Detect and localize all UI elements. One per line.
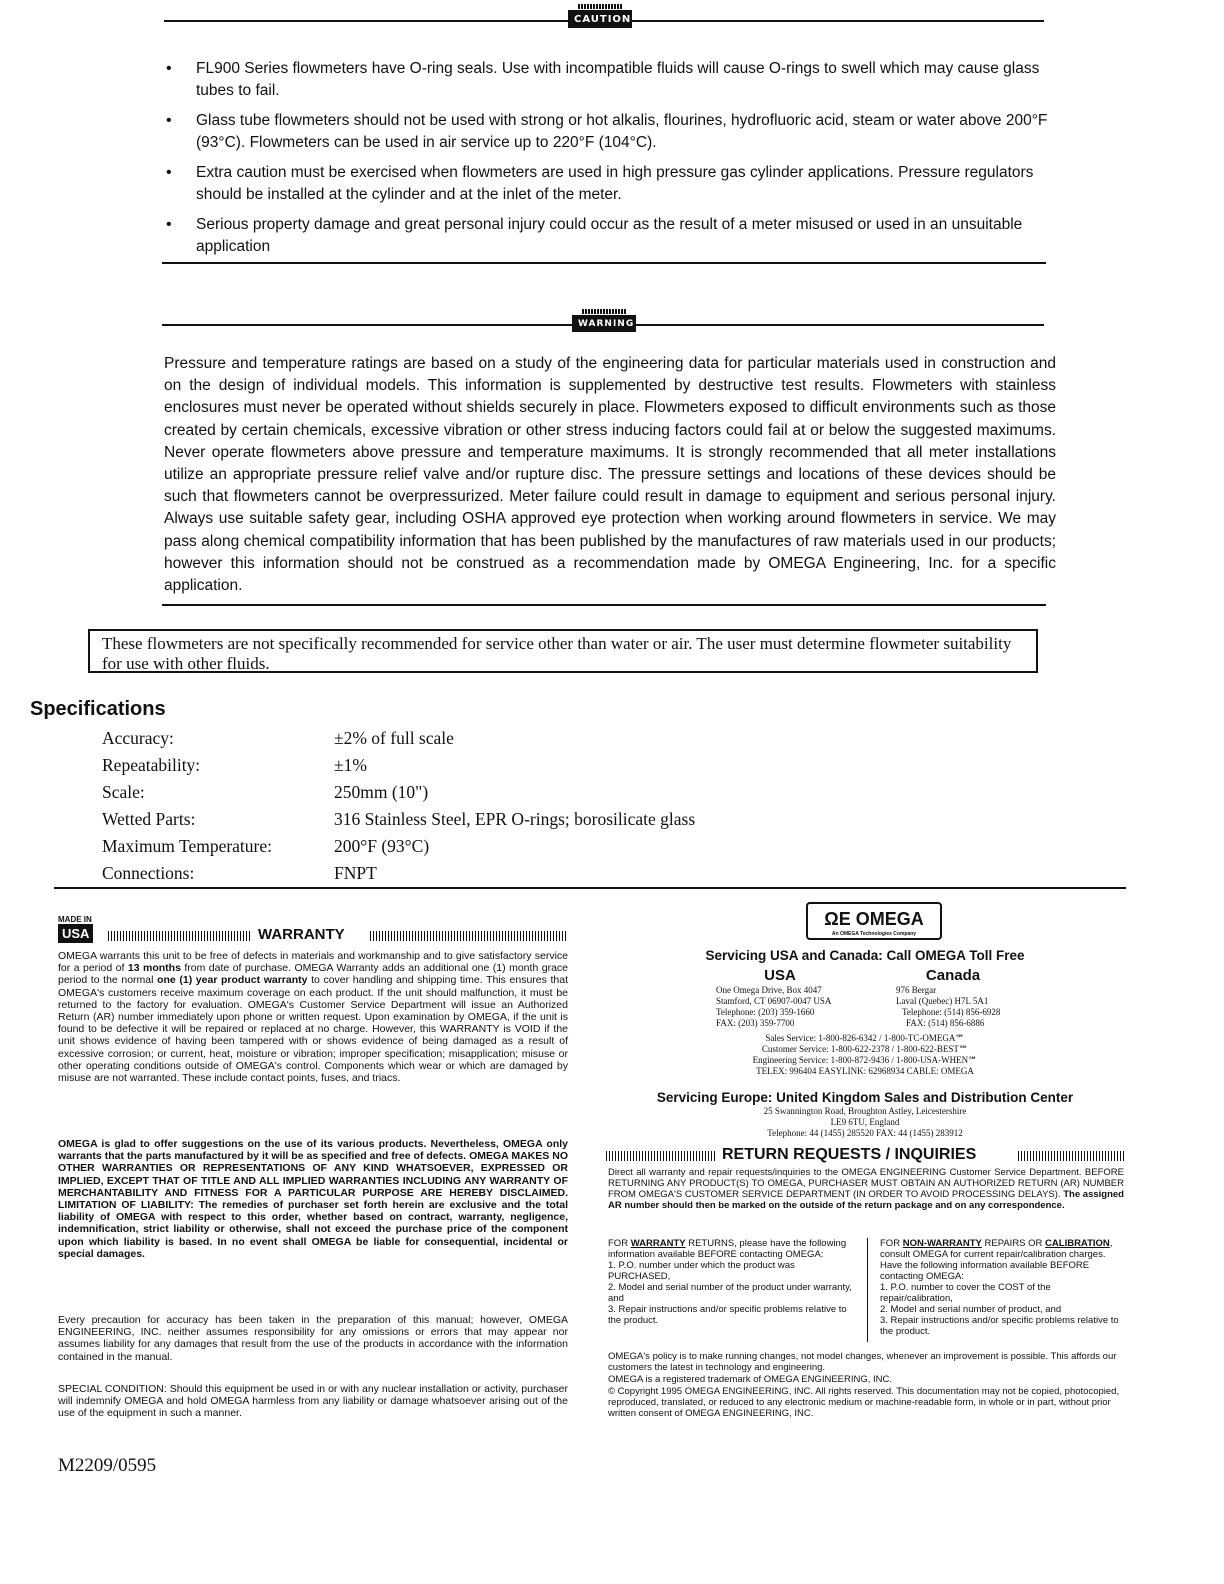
notice-box: These flowmeters are not specifically recommended for service other than water or air. The user must determine flowmeter suitability for use with other fluids. [88, 629, 1038, 673]
caution-item: • Glass tube flowmeters should not be used with strong or hot alkalis, flourines, hydrofluoric acid, steam or water above 200°F (93°C). Flowmeters can be used in air service up to 220°F (104°C). [166, 110, 1052, 154]
servicing-na-title: Servicing USA and Canada: Call OMEGA Toll Free [705, 948, 1025, 963]
warranty-paragraph-4: SPECIAL CONDITION: Should this equipment be used in or with any nuclear installation or activity, purchaser will indemnify OMEGA and hold OMEGA harmless from any liability or damage whatsoever arising out of the use of the equipment in such a manner. [58, 1383, 568, 1420]
document-number: M2209/0595 [58, 1455, 157, 1476]
caution-rule-left [164, 20, 568, 22]
caution-badge: CAUTION [568, 10, 632, 28]
warning-rule-left [162, 324, 572, 326]
specifications-title: Specifications [30, 698, 166, 720]
caution-bottom-rule [162, 262, 1046, 264]
spec-value: 250mm (10") [334, 782, 429, 802]
spec-bottom-rule [54, 887, 1126, 889]
caution-list [166, 58, 1052, 266]
warranty-hatch-right [370, 931, 568, 941]
caution-item: • Extra caution must be exercised when flowmeters are used in high pressure gas cylinder applications. Pressure regulators should be installed at the cylinder and at the inlet of the meter. [166, 162, 1052, 206]
caution-item: • Serious property damage and great personal injury could occur as the result of a meter misused or used in an unsuitable application [166, 214, 1052, 258]
warranty-hatch-left [108, 931, 252, 941]
spec-label: Scale: [102, 782, 145, 802]
warranty-title: WARRANTY [258, 926, 345, 943]
usa-title: USA [764, 967, 796, 984]
spec-value: ±1% [334, 755, 367, 775]
made-in-usa-logo [58, 916, 102, 946]
omega-trademark: OMEGA is a registered trademark of OMEGA ENGINEERING, INC. [608, 1374, 893, 1385]
eu-address: 25 Swannington Road, Broughton Astley, Leicestershire LE9 6TU, England Telephone: 44 (1455) 285520 FAX: 44 (1455) 283912 [763, 1106, 967, 1138]
warning-bottom-rule [162, 604, 1046, 606]
spec-value: 200°F (93°C) [334, 836, 430, 856]
caution-item: • FL900 Series flowmeters have O-ring seals. Use with incompatible fluids will cause O-rings to swell which may cause glass tubes to fail. [166, 58, 1052, 102]
canada-title: Canada [925, 967, 981, 984]
caution-rule-right [632, 20, 1044, 22]
usa-flag-icon: USA [58, 924, 93, 943]
spec-value: ±2% of full scale [334, 728, 454, 748]
warranty-returns-column: FOR WARRANTY RETURNS, please have the following information available BEFORE contacting OMEGA: 1. P.O. number under which the product was PURCHASED, 2. Model and serial number of the product under warranty, and 3. Repair instructions and/or specific problems relative to the product. [608, 1238, 852, 1326]
returns-title: RETURN REQUESTS / INQUIRIES [722, 1146, 977, 1163]
returns-intro: Direct all warranty and repair requests/inquiries to the OMEGA ENGINEERING Customer Service Department. BEFORE RETURNING ANY PRODUCT(S) TO OMEGA, PURCHASER MUST OBTAIN AN AUTHORIZED RETURN (AR) NUMBER FROM OMEGA'S CUSTOMER SERVICE DEPARTMENT (IN ORDER TO AVOID PROCESSING DELAYS). The assigned AR number should then be marked on the outside of the return package and on any correspondence. [608, 1167, 1124, 1211]
warning-rule-right [636, 324, 1044, 326]
spec-value: FNPT [334, 863, 377, 883]
usa-address: One Omega Drive, Box 4047 Stamford, CT 06907-0047 USA Telephone: (203) 359-1660 FAX: (203) 359-7700 [716, 985, 832, 1028]
spec-value: 316 Stainless Steel, EPR O-rings; borosilicate glass [334, 809, 696, 829]
returns-hatch-left [606, 1151, 716, 1161]
warranty-paragraph-3: Every precaution for accuracy has been taken in the preparation of this manual; however, OMEGA ENGINEERING, INC. neither assumes responsibility for any omissions or errors that may appear nor assumes liability for any damages that result from the use of the products in accordance with the information contained in the manual. [58, 1314, 568, 1363]
spec-label: Maximum Temperature: [102, 836, 273, 856]
warning-badge: WARNING [572, 315, 636, 332]
service-numbers: Sales Service: 1-800-826-6342 / 1-800-TC-OMEGA℠ Customer Service: 1-800-622-2378 / 1-800-622-BEST℠ Engineering Service: 1-800-872-9436 / 1-800-USA-WHEN℠ TELEX: 996404 EASYLINK: 62968934 CABLE: OMEGA [752, 1033, 978, 1076]
returns-hatch-right [1018, 1151, 1124, 1161]
non-warranty-returns-column: FOR NON-WARRANTY REPAIRS OR CALIBRATION, consult OMEGA for current repair/calibration charges. Have the following information available BEFORE contacting OMEGA: 1. P.O. number to cover the COST of the repair/calibration, 2. Model and serial number of product, and 3. Repair instructions and/or specific problems relative to the product. [880, 1238, 1119, 1337]
omega-policy: OMEGA's policy is to make running changes, not model changes, whenever an improvement is possible. This affords our customers the latest in technology and engineering. [608, 1351, 1117, 1373]
warranty-paragraph-2: OMEGA is glad to offer suggestions on the use of its various products. Nevertheless, OMEGA only warrants that the parts manufactured by it will be as specified and free of defects. OMEGA MAKES NO OTHER WARRANTIES OR REPRESENTATIONS OF ANY KIND WHATSOEVER, EXPRESSED OR IMPLIED, EXCEPT THAT OF TITLE AND ALL IMPLIED WARRANTIES INCLUDING ANY WARRANTY OF MERCHANTABILITY AND FITNESS FOR A PARTICULAR PURPOSE ARE HEREBY DISCLAIMED. LIMITATION OF LIABILITY: The remedies of purchaser set forth herein are exclusive and the total liability of OMEGA with respect to this order, whether based on contract, warranty, negligence, indemnification, strict liability or otherwise, shall not exceed the purchase price of the component upon which liability is based. In no event shall OMEGA be liable for consequential, incidental or special damages. [58, 1138, 568, 1260]
omega-logo: ΩE OMEGA An OMEGA Technologies Company [806, 902, 942, 940]
canada-address: 976 Bergar Laval (Quebec) H7L 5A1 Telephone: (514) 856-6928 FAX: (514) 856-6886 [896, 985, 1001, 1028]
spec-label: Wetted Parts: [102, 809, 196, 829]
servicing-eu-title: Servicing Europe: United Kingdom Sales and Distribution Center [656, 1090, 1074, 1105]
spec-label: Repeatability: [102, 755, 201, 775]
spec-label: Accuracy: [102, 728, 174, 748]
made-in-text: MADE IN [58, 915, 92, 924]
returns-column-divider [867, 1238, 868, 1342]
spec-label: Connections: [102, 863, 195, 883]
warning-text: Pressure and temperature ratings are based on a study of the engineering data for particular materials used in construction and on the design of individual models. This information is supplemented by destructive test results. Flowmeters with stainless enclosures must never be operated without shields securely in place. Flowmeters exposed to difficult environments such as those created by certain chemicals, excessive vibration or other stress inducing factors could fail at or below the suggested maximums. Never operate flowmeters above pressure and temperature maximums. It is strongly recommended that all meter installations utilize an appropriate pressure relief valve and/or rupture disc. The pressure settings and locations of these devices should be such that flowmeters cannot be overpressurized. Meter failure could result in damage to equipment and serious personal injury. Always use suitable safety gear, including OSHA approved eye protection when working around flowmeters in service. We may pass along chemical compatibility information that has been published by the manufactures of raw materials used in our products; however this information should not be construed as a recommendation made by OMEGA Engineering, Inc. for a specific application. [164, 355, 1056, 595]
warranty-paragraph-1: OMEGA warrants this unit to be free of defects in materials and workmanship and to give satisfactory service for a period of 13 months from date of purchase. OMEGA Warranty adds an additional one (1) month grace period to the normal one (1) year product warranty to cover handling and shipping time. This ensures that OMEGA's customers receive maximum coverage on each product. If the unit should malfunction, it must be returned to the factory for evaluation. OMEGA's Customer Service Department will issue an Authorized Return (AR) number immediately upon phone or written request. Upon examination by OMEGA, if the unit is found to be defective it will be repaired or replaced at no charge. However, this WARRANTY is VOID if the unit shows evidence of having been tampered with or shows evidence of being damaged as a result of excessive corrosion; or current, heat, moisture or vibration; improper specification; misapplication; misuse or other operating conditions outside of OMEGA's control. Components which wear or which are damaged by misuse are not warranted. These include contact points, fuses, and triacs. [58, 950, 568, 1085]
omega-copyright: © Copyright 1995 OMEGA ENGINEERING, INC. All rights reserved. This documentation may not be copied, photocopied, reproduced, translated, or reduced to any electronic medium or machine-readable form, in whole or in part, without prior written consent of OMEGA ENGINEERING, INC. [608, 1386, 1120, 1419]
